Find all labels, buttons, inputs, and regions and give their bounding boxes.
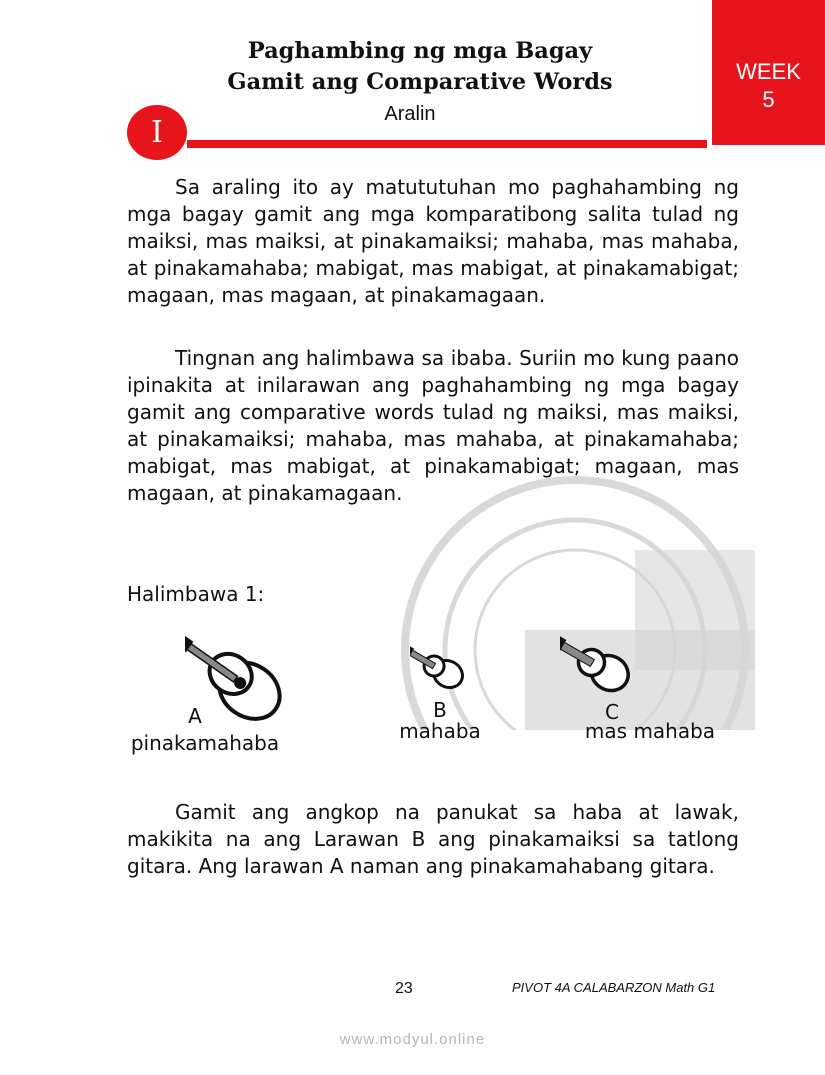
page-title: [160, 36, 680, 98]
guitar-icon: [410, 642, 472, 698]
instruction-paragraph: Tingnan ang halimbawa sa ibaba. Suriin mo kung paano ipinakita at inilarawan ang paghahambing ng mga bagay gamit ang comparative words tulad ng maiksi, mas maiksi, at pinakamaiksi; mahaba, mas mahaba, at pinakamahaba; mabigat, mas mabigat, at pinakamabigat; magaan, mas magaan, at pinakamagaan.: [127, 346, 739, 505]
guitar-icon: [560, 632, 642, 704]
section-label: Aralin: [384, 103, 436, 125]
intro-paragraph: Sa araling ito ay matututuhan mo paghahambing ng mga bagay gamit ang mga komparatibong salita tulad ng maiksi, mas maiksi, at pinakamaiksi; mahaba, mas mahaba, at pinakamahaba; mabigat, mas mabigat, at pinakamabigat; magaan, mas magaan, at pinakamagaan.: [127, 175, 739, 307]
site-watermark: www.modyul.online: [339, 1031, 486, 1048]
example-label: Halimbawa 1:: [127, 582, 265, 606]
guitar-c-caption: mas mahaba: [584, 719, 716, 743]
guitar-a-caption: pinakamahaba: [130, 731, 280, 755]
week-tab: [712, 0, 825, 145]
section-letter-badge: I: [127, 105, 187, 160]
week-label: WEEK: [736, 59, 801, 84]
week-number: 5: [762, 87, 775, 112]
title-line-1: Paghambing ng mga Bagay: [247, 38, 593, 64]
guitar-b-caption: mahaba: [399, 719, 481, 743]
title-line-2: Gamit ang Comparative Words: [227, 69, 613, 95]
section-divider: [187, 140, 707, 148]
page-number: 23: [395, 980, 413, 997]
series-label: PIVOT 4A CALABARZON Math G1: [512, 980, 716, 995]
guitar-b-letter: B: [433, 698, 447, 722]
guitar-c-letter: C: [605, 700, 619, 724]
conclusion-paragraph: Gamit ang angkop na panukat sa haba at lawak, makikita na ang Larawan B ang pinakamaiksi sa tatlong gitara. Ang larawan A naman ang pinakamahabang gitara.: [127, 800, 739, 878]
guitar-a-letter: A: [188, 704, 202, 728]
